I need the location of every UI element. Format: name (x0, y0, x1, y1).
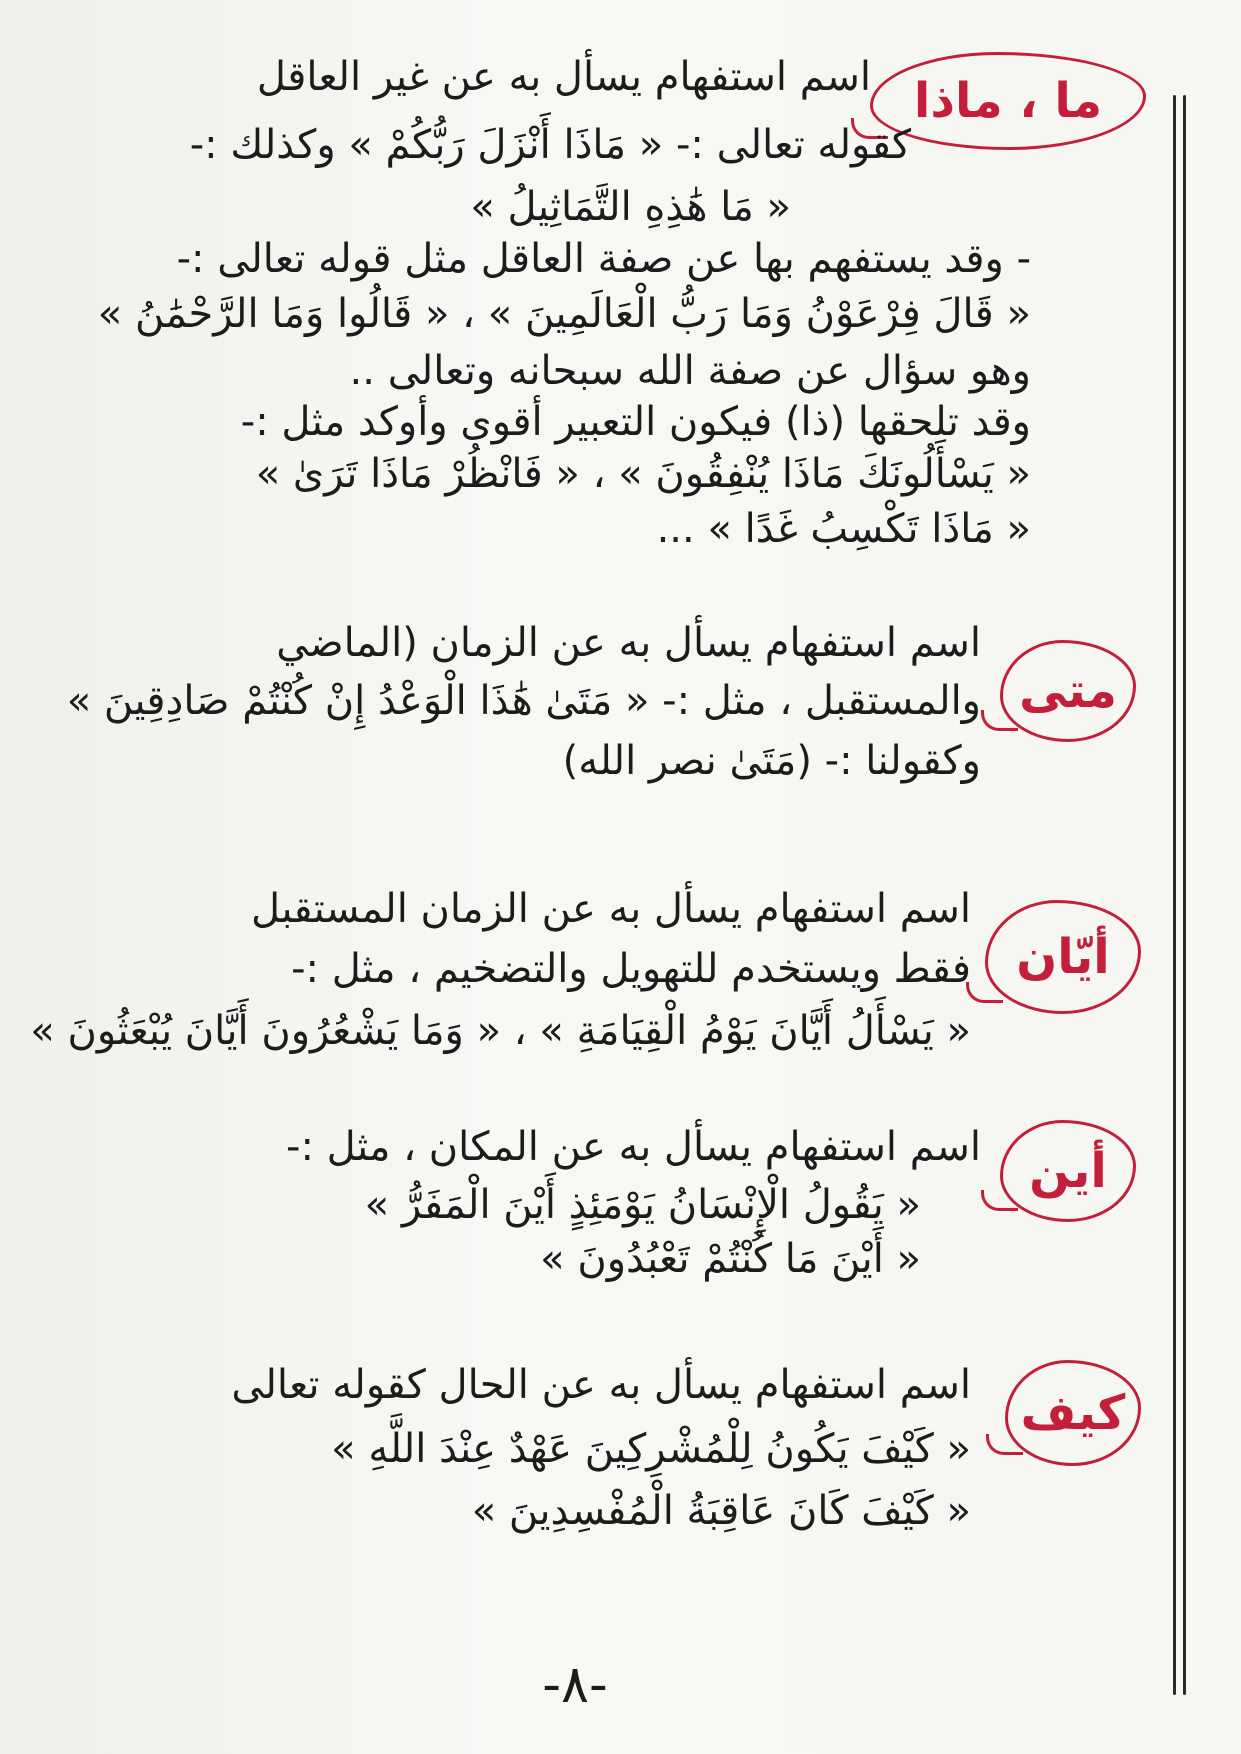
text-line: فقط ويستخدم للتهويل والتضخيم ، مثل :- (291, 946, 971, 992)
text-line: « كَيْفَ يَكُونُ لِلْمُشْرِكِينَ عَهْدٌ عِنْدَ اللَّهِ » (331, 1426, 971, 1472)
text-line: كقوله تعالى :- « مَاذَا أَنْزَلَ رَبُّكُمْ » وكذلك :- (189, 122, 911, 168)
text-line: وقد تلحقها (ذا) فيكون التعبير أقوى وأوكد مثل :- (240, 399, 1031, 445)
margin-rule (1173, 95, 1176, 1695)
text-line: « أَيْنَ مَا كُنْتُمْ تَعْبُدُونَ » (540, 1236, 921, 1282)
text-line: اسم استفهام يسأل به عن الزمان المستقبل (251, 886, 971, 932)
text-line: « قَالَ فِرْعَوْنُ وَمَا رَبُّ الْعَالَمِينَ » ، « قَالُوا وَمَا الرَّحْمَٰنُ » (97, 291, 1031, 337)
heading-ma-madha: ما ، ماذا (870, 52, 1146, 150)
text-line: اسم استفهام يسأل به عن غير العاقل (256, 54, 871, 100)
text-line: « يَسْأَلُونَكَ مَاذَا يُنْفِقُونَ » ، « فَانْظُرْ مَاذَا تَرَىٰ » (255, 451, 1031, 497)
text-line: « يَسْأَلُ أَيَّانَ يَوْمُ الْقِيَامَةِ » ، « وَمَا يَشْعُرُونَ أَيَّانَ يُبْعَثُونَ » (30, 1008, 971, 1054)
heading-ayna: أين (1000, 1120, 1136, 1222)
heading-kayfa: كيف (1005, 1360, 1141, 1466)
text-line: والمستقبل ، مثل :- « مَتَىٰ هَٰذَا الْوَعْدُ إِنْ كُنْتُمْ صَادِقِينَ » (66, 678, 981, 724)
heading-ayyan: أيّان (985, 900, 1141, 1014)
text-line: اسم استفهام يسأل به عن الزمان (الماضي (276, 620, 981, 666)
text-line: « مَا هَٰذِهِ التَّمَاثِيلُ » (470, 184, 791, 230)
margin-rule (1183, 95, 1186, 1695)
text-line: اسم استفهام يسأل به عن الحال كقوله تعالى (231, 1362, 971, 1408)
text-line: وهو سؤال عن صفة الله سبحانه وتعالى .. (349, 348, 1031, 394)
text-line: اسم استفهام يسأل به عن المكان ، مثل :- (286, 1124, 981, 1170)
page-number: -٨- (542, 1655, 608, 1715)
text-line: « كَيْفَ كَانَ عَاقِبَةُ الْمُفْسِدِينَ » (471, 1488, 971, 1534)
heading-mata: متى (1000, 640, 1136, 742)
text-line: « يَقُولُ الْإِنْسَانُ يَوْمَئِذٍ أَيْنَ الْمَفَرُّ » (364, 1182, 921, 1228)
text-line: وكقولنا :- (مَتَىٰ نصر الله) (562, 738, 981, 784)
text-line: - وقد يستفهم بها عن صفة العاقل مثل قوله تعالى :- (176, 236, 1031, 282)
text-line: « مَاذَا تَكْسِبُ غَدًا » ... (656, 506, 1031, 552)
